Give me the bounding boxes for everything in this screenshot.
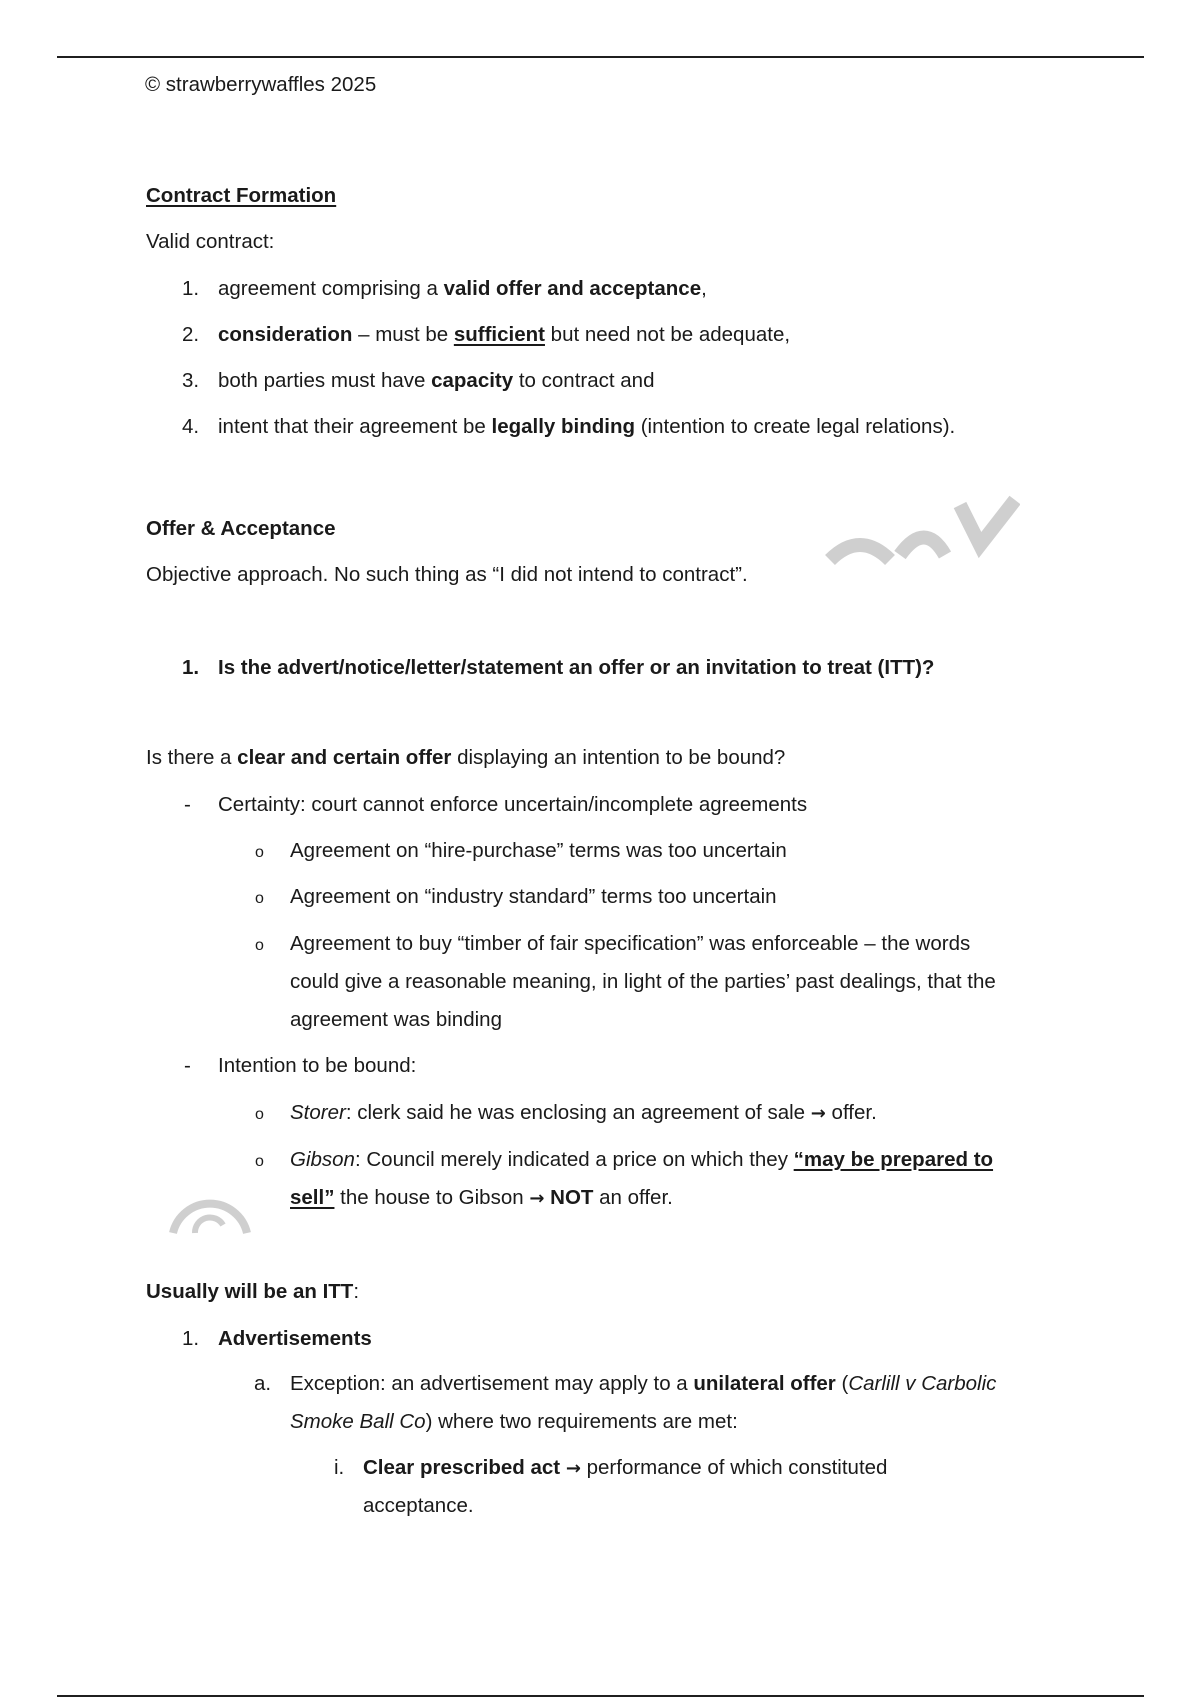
list-number: 3. [182, 369, 200, 392]
usually-itt-heading: Usually will be an ITT: [146, 1280, 360, 1303]
formation-item-1: agreement comprising a valid offer and acceptance, [218, 277, 707, 300]
timber-point-line-1: Agreement to buy “timber of fair specification” was enforceable – the words [290, 932, 971, 955]
formation-item-3: both parties must have capacity to contract and [218, 369, 655, 392]
watermark-copyright-fragment [165, 1195, 255, 1235]
circle-bullet: o [255, 890, 264, 907]
list-number: 1. [182, 1327, 200, 1350]
timber-point-line-3: agreement was binding [290, 1008, 502, 1031]
offer-acceptance-heading: Offer & Acceptance [146, 517, 336, 540]
circle-bullet: o [255, 937, 264, 954]
arrow-icon: → [529, 1188, 545, 1209]
gibson-case-point-line-1: Gibson: Council merely indicated a price on which they “may be prepared to [290, 1148, 994, 1171]
list-letter: a. [254, 1372, 272, 1395]
list-number: 4. [182, 415, 200, 438]
list-roman: i. [334, 1456, 345, 1479]
top-rule [57, 56, 1144, 58]
hire-purchase-point: Agreement on “hire-purchase” terms was too uncertain [290, 839, 787, 862]
prescribed-act-line-2: acceptance. [363, 1494, 474, 1517]
list-number: 1. [182, 277, 200, 300]
list-number: 1. [182, 656, 200, 679]
watermark-fragment [820, 450, 1020, 570]
valid-contract-intro: Valid contract: [146, 230, 275, 253]
clear-certain-offer-question: Is there a clear and certain offer displaying an intention to be bound? [146, 746, 786, 769]
contract-formation-heading: Contract Formation [146, 184, 337, 207]
bottom-rule [57, 1695, 1144, 1697]
timber-point-line-2: could give a reasonable meaning, in light of the parties’ past dealings, that the [290, 970, 996, 993]
circle-bullet: o [255, 1153, 264, 1170]
copyright-line: © strawberrywaffles 2025 [145, 73, 377, 96]
intention-point: Intention to be bound: [218, 1054, 417, 1077]
formation-item-2: consideration – must be sufficient but need not be adequate, [218, 323, 791, 346]
exception-line-2: Smoke Ball Co) where two requirements are met: [290, 1410, 738, 1433]
arrow-icon: → [565, 1458, 581, 1479]
certainty-point: Certainty: court cannot enforce uncertain/incomplete agreements [218, 793, 808, 816]
storer-case-point: Storer: clerk said he was enclosing an agreement of sale → offer. [290, 1101, 877, 1124]
circle-bullet: o [255, 1106, 264, 1123]
circle-bullet: o [255, 844, 264, 861]
dash-bullet: - [184, 793, 191, 816]
list-number: 2. [182, 323, 200, 346]
arrow-icon: → [810, 1103, 826, 1124]
industry-standard-point: Agreement on “industry standard” terms too uncertain [290, 885, 777, 908]
formation-item-4: intent that their agreement be legally binding (intention to create legal relations). [218, 415, 956, 438]
dash-bullet: - [184, 1054, 191, 1077]
prescribed-act-line-1: Clear prescribed act → performance of which constituted [363, 1456, 888, 1479]
offer-or-itt-question: Is the advert/notice/letter/statement an offer or an invitation to treat (ITT)? [218, 656, 935, 679]
advertisements-item: Advertisements [218, 1327, 372, 1350]
objective-approach-text: Objective approach. No such thing as “I did not intend to contract”. [146, 563, 748, 586]
gibson-case-point-line-2: sell” the house to Gibson → NOT an offer. [290, 1186, 673, 1209]
exception-line-1: Exception: an advertisement may apply to a unilateral offer (Carlill v Carbolic [290, 1372, 997, 1395]
